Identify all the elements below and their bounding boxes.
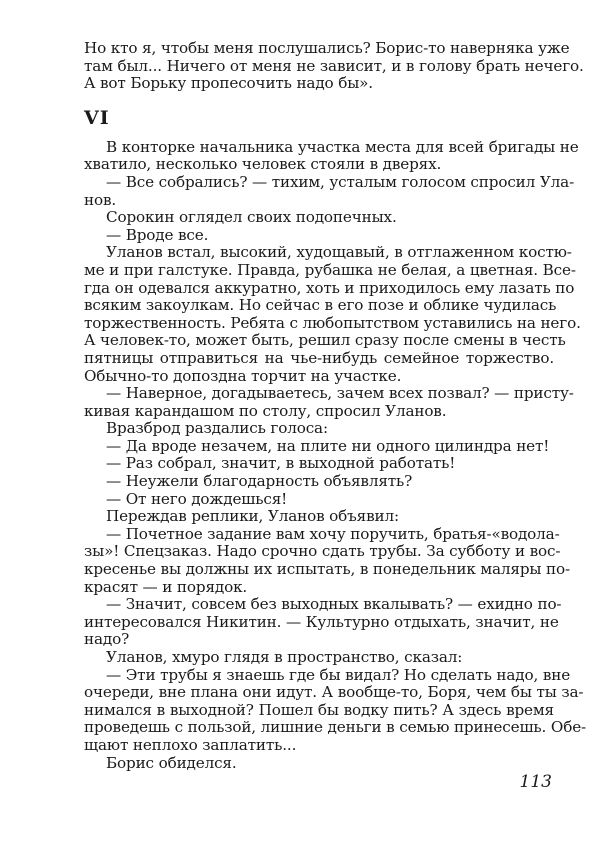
text-line: Борис обиделся. [106,753,237,772]
page-text [84,39,587,772]
text-line: А вот Борьку пропесочить надо бы». [84,74,373,93]
text-line: надо? [84,630,130,649]
text-line: всяким закоулкам. Но сейчас в его позе и облике чудилась [84,296,557,315]
text-line: — Эти трубы я знаешь где бы видал? Но сделать надо, вне [106,665,571,684]
text-line: кресенье вы должны их испытать, в понедельник маляры по- [84,560,570,579]
text-line: нимался в выходной? Пошел бы водку пить? А здесь время [84,700,554,719]
text-line: — Наверное, догадываетесь, зачем всех позвал? — присту- [106,384,574,403]
text-line: торжественность. Ребята с любопытством уставились на него. [84,313,581,332]
text-line: интересовался Никитин. — Культурно отдыхать, значит, не [84,612,559,631]
text-line: Но кто я, чтобы меня послушались? Борис-то наверняка уже [84,39,570,57]
text-line: Вразброд раздались голоса: [106,419,328,438]
text-line: — От него дождешься! [106,489,288,508]
text-line: ме и при галстуке. Правда, рубашка не белая, а цветная. Все- [84,260,576,279]
text-line: нов. [84,190,117,209]
text-line: — Вроде все. [106,225,209,244]
text-line: — Значит, совсем без выходных вкалывать? — ехидно по- [106,595,562,614]
text-line: гда он одевался аккуратно, хоть и приходилось ему лазать по [84,278,575,297]
text-line: В конторке начальника участка места для всей бригады не [106,137,579,156]
text-line: — Раз собрал, значит, в выходной работать! [106,454,456,473]
text-line: Уланов встал, высокий, худощавый, в отглаженном костю- [106,243,572,262]
text-line: Сорокин оглядел своих подопечных. [106,208,397,227]
text-line: кивая карандашом по столу, спросил Уланов. [84,401,447,420]
text-line: — Да вроде незачем, на плите ни одного цилиндра нет! [106,436,550,455]
text-line: там был... Ничего от меня не зависит, и в голову брать нечего. [84,56,584,75]
text-line: Обычно-то допоздна торчит на участке. [84,366,402,385]
text-line: зы»! Спецзаказ. Надо срочно сдать трубы. За субботу и вос- [84,542,561,561]
text-line: — Почетное задание вам хочу поручить, братья-«водола- [106,524,560,543]
text-line: проведешь с пользой, лишние деньги в семью принесешь. Обе- [84,718,587,737]
text-line: пятницы отправиться на чье-нибудь семейное торжество. [84,348,554,367]
text-line: красят — и порядок. [84,577,248,596]
page-number: 113 [519,772,552,792]
text-line: хватило, несколько человек стояли в дверях. [84,155,442,174]
text-line: очереди, вне плана они идут. А вообще-то, Боря, чем бы ты за- [84,683,584,702]
text-line: Переждав реплики, Уланов объявил: [106,507,399,526]
text-line: щают неплохо заплатить... [84,735,297,754]
text-line: Уланов, хмуро глядя в пространство, сказал: [106,648,463,666]
text-line: А человек-то, может быть, решил сразу после смены в честь [84,331,566,350]
text-line: — Все собрались? — тихим, усталым голосом спросил Ула- [106,172,575,191]
chapter-heading: VI [84,106,110,129]
text-line: — Неужели благодарность объявлять? [106,472,413,491]
